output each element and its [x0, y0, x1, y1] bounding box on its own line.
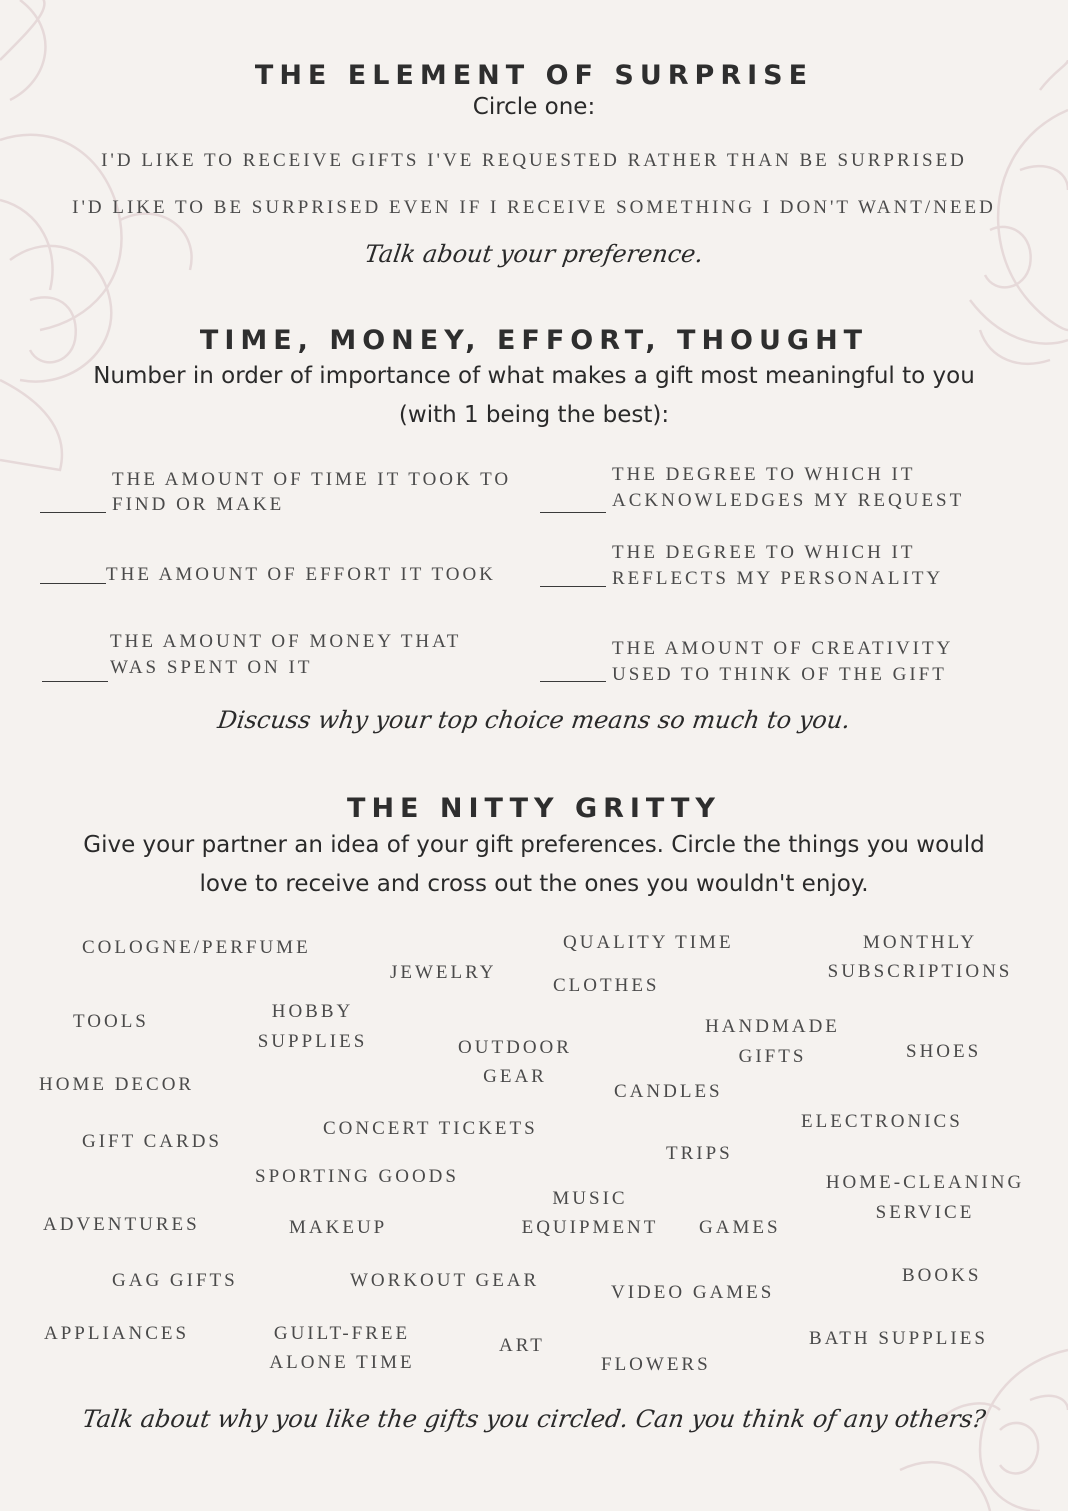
gift-outdoor[interactable]: OUTDOOR [458, 1037, 572, 1058]
section1-heading: THE ELEMENT OF SURPRISE [254, 60, 814, 91]
surprise-option-2[interactable]: I'D LIKE TO BE SURPRISED EVEN IF I RECEIVE SOMETHING I DON'T WANT/NEED [72, 197, 996, 218]
gift-equipment[interactable]: EQUIPMENT [521, 1217, 659, 1238]
rank-item-creativity-line2: USED TO THINK OF THE GIFT [612, 664, 947, 685]
gift-art[interactable]: ART [499, 1335, 545, 1356]
gift-quality-time[interactable]: QUALITY TIME [563, 932, 734, 953]
gift-adventures[interactable]: ADVENTURES [43, 1214, 200, 1235]
gift-handmade[interactable]: HANDMADE [705, 1016, 840, 1037]
rank-item-money-line1: THE AMOUNT OF MONEY THAT [110, 631, 462, 652]
rank-blank-request[interactable] [540, 512, 606, 513]
gift-games[interactable]: GAMES [699, 1217, 781, 1238]
section3-instruction-line1: Give your partner an idea of your gift preferences. Circle the things you would [83, 832, 985, 858]
gift-subscriptions[interactable]: SUBSCRIPTIONS [827, 961, 1013, 982]
gift-electronics[interactable]: ELECTRONICS [801, 1111, 963, 1132]
gift-appliances[interactable]: APPLIANCES [44, 1323, 190, 1344]
section3-prompt: Talk about why you like the gifts you circled. Can you think of any others? [80, 1405, 988, 1433]
gift-trips[interactable]: TRIPS [666, 1143, 733, 1164]
rank-item-request-line1: THE DEGREE TO WHICH IT [612, 464, 916, 485]
gift-concert-tickets[interactable]: CONCERT TICKETS [323, 1118, 538, 1139]
gift-gear[interactable]: GEAR [483, 1066, 547, 1087]
rank-blank-effort[interactable] [40, 583, 106, 584]
gift-bath-supplies[interactable]: BATH SUPPLIES [809, 1328, 988, 1349]
gift-candles[interactable]: CANDLES [614, 1081, 723, 1102]
gift-makeup[interactable]: MAKEUP [289, 1217, 388, 1238]
rank-item-personality-line1: THE DEGREE TO WHICH IT [612, 542, 916, 563]
gift-gifts[interactable]: GIFTS [738, 1046, 807, 1067]
gift-shoes[interactable]: SHOES [906, 1041, 982, 1062]
section3-heading: THE NITTY GRITTY [347, 793, 721, 824]
surprise-option-1[interactable]: I'D LIKE TO RECEIVE GIFTS I'VE REQUESTED RATHER THAN BE SURPRISED [101, 150, 967, 171]
rank-blank-creativity[interactable] [540, 681, 606, 682]
gift-workout-gear[interactable]: WORKOUT GEAR [350, 1270, 540, 1291]
section2-heading: TIME, MONEY, EFFORT, THOUGHT [199, 325, 869, 356]
gift-flowers[interactable]: FLOWERS [601, 1354, 711, 1375]
section3-instruction-line2: love to receive and cross out the ones you wouldn't enjoy. [199, 871, 869, 897]
gift-gift-cards[interactable]: GIFT CARDS [82, 1131, 222, 1152]
gift-home-cleaning[interactable]: HOME-CLEANING [825, 1172, 1025, 1193]
rank-blank-time[interactable] [40, 512, 106, 513]
gift-clothes[interactable]: CLOTHES [553, 975, 660, 996]
gift-gag-gifts[interactable]: GAG GIFTS [112, 1270, 238, 1291]
gift-cologne-perfume[interactable]: COLOGNE/PERFUME [82, 937, 311, 958]
section2-prompt: Discuss why your top choice means so much to you. [215, 706, 853, 734]
rank-item-money-line2: WAS SPENT ON IT [110, 657, 313, 678]
section1-instruction: Circle one: [472, 94, 596, 120]
gift-monthly[interactable]: MONTHLY [862, 932, 978, 953]
gift-guilt-free[interactable]: GUILT-FREE [273, 1323, 411, 1344]
rank-item-effort: THE AMOUNT OF EFFORT IT TOOK [106, 564, 496, 585]
gift-service[interactable]: SERVICE [875, 1202, 975, 1223]
gift-sporting-goods[interactable]: SPORTING GOODS [255, 1166, 459, 1187]
gift-tools[interactable]: TOOLS [73, 1011, 149, 1032]
rank-blank-money[interactable] [42, 681, 108, 682]
gift-books[interactable]: BOOKS [902, 1265, 982, 1286]
rank-item-time-line1: THE AMOUNT OF TIME IT TOOK TO [112, 469, 512, 490]
gift-alone-time[interactable]: ALONE TIME [269, 1352, 415, 1373]
rank-item-request-line2: ACKNOWLEDGES MY REQUEST [612, 490, 965, 511]
rank-item-creativity-line1: THE AMOUNT OF CREATIVITY [612, 638, 954, 659]
gift-hobby[interactable]: HOBBY [271, 1001, 354, 1022]
rank-blank-personality[interactable] [540, 586, 606, 587]
rank-item-personality-line2: REFLECTS MY PERSONALITY [612, 568, 944, 589]
rank-item-time-line2: FIND OR MAKE [112, 494, 285, 515]
section2-instruction-line2: (with 1 being the best): [398, 402, 670, 428]
section2-instruction-line1: Number in order of importance of what makes a gift most meaningful to you [93, 363, 975, 389]
gift-music[interactable]: MUSIC [552, 1188, 628, 1209]
section1-prompt: Talk about your preference. [362, 240, 706, 268]
gift-home-decor[interactable]: HOME DECOR [39, 1074, 195, 1095]
gift-video-games[interactable]: VIDEO GAMES [611, 1282, 775, 1303]
gift-supplies[interactable]: SUPPLIES [257, 1031, 368, 1052]
gift-jewelry[interactable]: JEWELRY [390, 962, 497, 983]
